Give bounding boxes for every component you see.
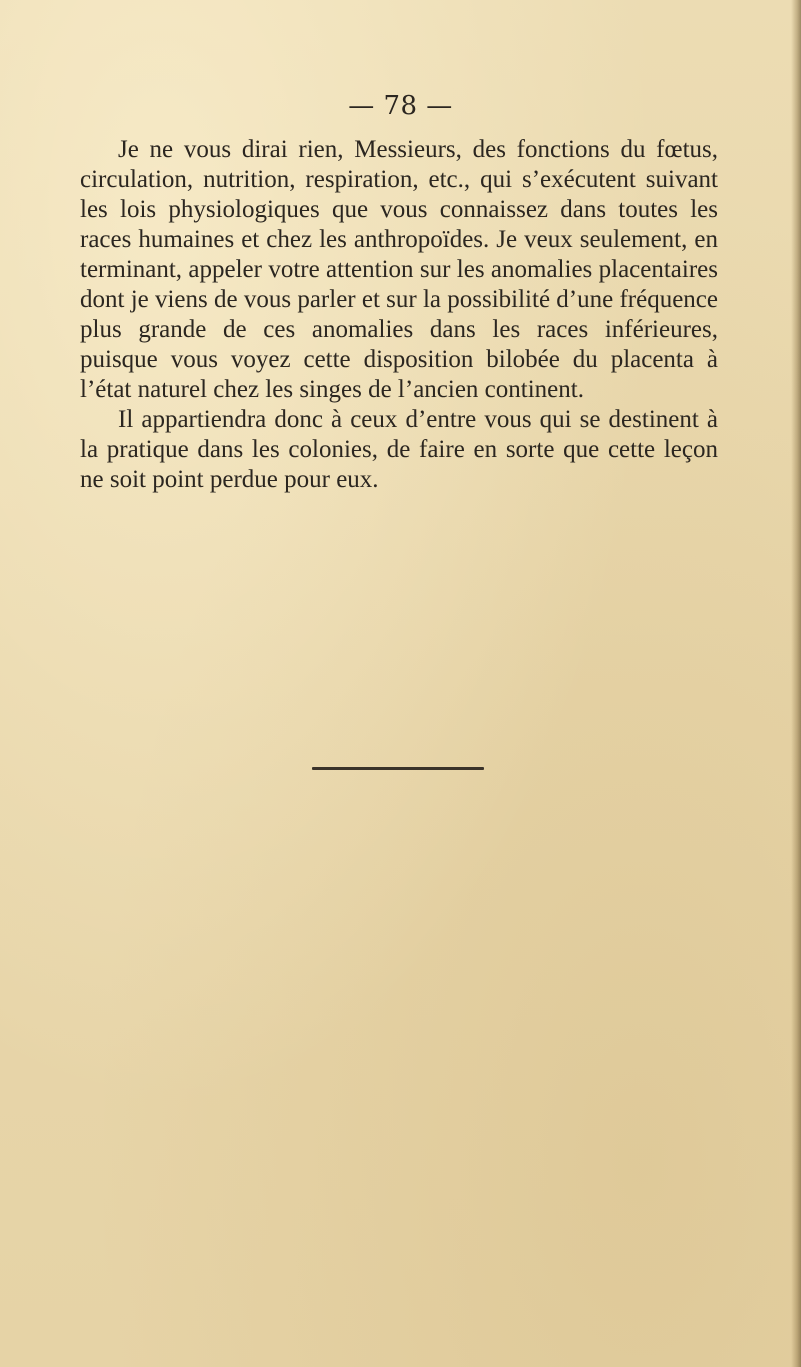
paragraph-2: Il appartiendra donc à ceux d’entre vous qui se destinent à la pratique dans les colonies, de faire en sorte que cette leçon ne soit point perdue pour eux. [80,406,718,493]
paragraph-1: Je ne vous dirai rien, Messieurs, des fonctions du fœtus, circulation, nutrition, respiration, etc., qui s’exécutent suivant les lois physiologiques que vous connaissez dans toutes les races humaines et chez les anthropoïdes. Je veux seulement, en terminant, appeler votre attention sur les anomalies placentaires dont je viens de vous parler et sur la possibilité d’une fréquence plus grande de ces anomalies dans les races inférieures, puisque vous voyez cette disposition bilobée du placenta à l’état naturel chez les singes de l’ancien continent. [80,136,719,403]
page-edge-shadow [791,0,801,1367]
end-rule [312,767,484,770]
body-text [80,135,718,495]
page-number: — 78 — [348,91,453,121]
